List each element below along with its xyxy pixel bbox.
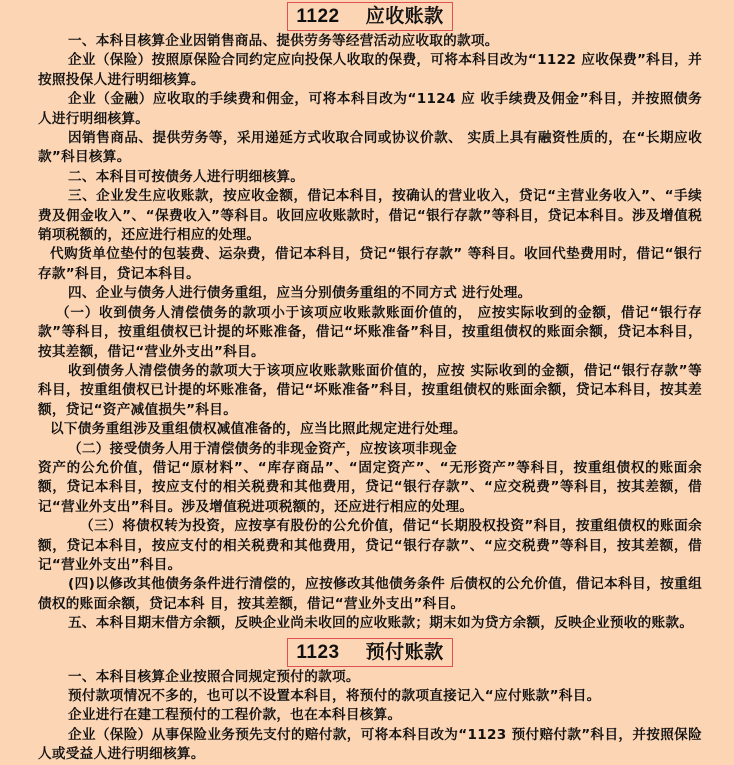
paragraph: (四)以修改其他债务条件进行清偿的，应按修改其他债务条件 后债权的公允价值，借记本科目，按重组债权的账面余额，贷记本科 目，按其差额，借记“营业外支出”科目。 (38, 576, 702, 612)
paragraph: 三、企业发生应收账款，按应收金额，借记本科目，按确认的营业收入，贷记“主营业务收入”、“手续费及佣金收入”、“保费收入”等科目。收回应收账款时，借记“银行存款”等科目，贷记本科目。涉及增值税销项税额的，还应进行相应的处理。 (38, 188, 702, 244)
account-code: 1123 (296, 641, 340, 663)
paragraph: 四、企业与债务人进行债务重组，应当分别债务重组的不同方式 进行处理。 (68, 285, 532, 302)
paragraph: （三）将债权转为投资，应按享有股份的公允价值，借记“长期股权投资”科目，按重组债权的账面余额，贷记本科目，按应支付的相关税费和其他费用，贷记“银行存款”、“应交税费”等科目，按其差额，借记“营业外支出”科目。 (38, 518, 702, 573)
paragraph: 企业（金融）应收取的手续费和佣金，可将本科目改为“1124 应 收手续费及佣金”科目，并按照债务人进行明细核算。 (38, 91, 702, 127)
paragraph: 一、本科目核算企业因销售商品、提供劳务等经营活动应收取的款项。 (68, 33, 499, 49)
paragraph: 企业（保险）从事保险业务预先支付的赔付款，可将本科目改为“1123 预付赔付款”科目，并按照保险人或受益人进行明细核算。 (38, 726, 702, 763)
paragraph: 因销售商品、提供劳务等，采用递延方式收取合同或协议价款、 实质上具有融资性质的，在“长期应收款”科目核算。 (38, 130, 702, 166)
paragraph: 代购货单位垫付的包装费、运杂费，借记本科目，贷记“银行存款” 等科目。收回代垫费用时，借记“银行存款”科目，贷记本科目。 (38, 246, 702, 282)
account-name: 应收账款 (365, 5, 444, 27)
paragraph: 以下债务重组涉及重组债权减值准备的，应当比照此规定进行处理。 (50, 421, 467, 438)
account-title-box (287, 2, 452, 31)
account-title-box (287, 638, 452, 667)
section-heading-1122 (38, 0, 702, 32)
paragraph: （二）接受债务人用于清偿债务的非现金资产，应按该项非现金 (68, 440, 458, 457)
paragraph: （一）收到债务人清偿债务的款项小于该项应收账款账面价值的， 应按实际收到的金额，借记“银行存款”等科目，按重组债权已计提的坏账准备，借记“坏账准备”科目，按重组债权的账面余额，贷记本科目，按其差额，借记“营业外支出”科目。 (38, 304, 702, 360)
account-code: 1122 (296, 6, 340, 27)
paragraph: 资产的公允价值，借记“原材料”、“库存商品”、“固定资产”、“无形资产”等科目，按重组债权的账面余额，贷记本科目，按应支付的相关税费和其他费用，贷记“银行存款”、“应交税费”等科目，按其差额，借记“营业外支出”科目。涉及增值税进项税额的，还应进行相应的处理。 (38, 459, 702, 515)
account-name: 预付账款 (365, 640, 444, 663)
document-page (38, 0, 702, 765)
paragraph: 预付款项情况不多的，也可以不设置本科目，将预付的款项直接记入“应付账款”科目。 (68, 688, 601, 704)
section-heading-1123 (38, 636, 702, 668)
paragraph: 收到债务人清偿债务的款项大于该项应收账款账面价值的，应按 实际收到的金额，借记“银行存款”等科目，按重组债权已计提的坏账准备，借记“坏账准备”科目，按重组债权的账面余额，贷记本科目，按其差额，贷记“资产减值损失”科目。 (38, 362, 702, 418)
paragraph: 一、本科目核算企业按照合同规定预付的款项。 (68, 668, 360, 685)
paragraph: 企业进行在建工程预付的工程价款，也在本科目核算。 (68, 707, 402, 724)
paragraph: 五、本科目期末借方余额，反映企业尚未收回的应收账款；期末如为贷方余额，反映企业预收的账款。 (68, 615, 694, 632)
paragraph: 二、本科目可按债务人进行明细核算。 (68, 168, 305, 185)
paragraph: 企业（保险）按照原保险合同约定应向投保人收取的保费，可将本科目改为“1122 应收保费”科目，并按照投保人进行明细核算。 (38, 52, 702, 88)
